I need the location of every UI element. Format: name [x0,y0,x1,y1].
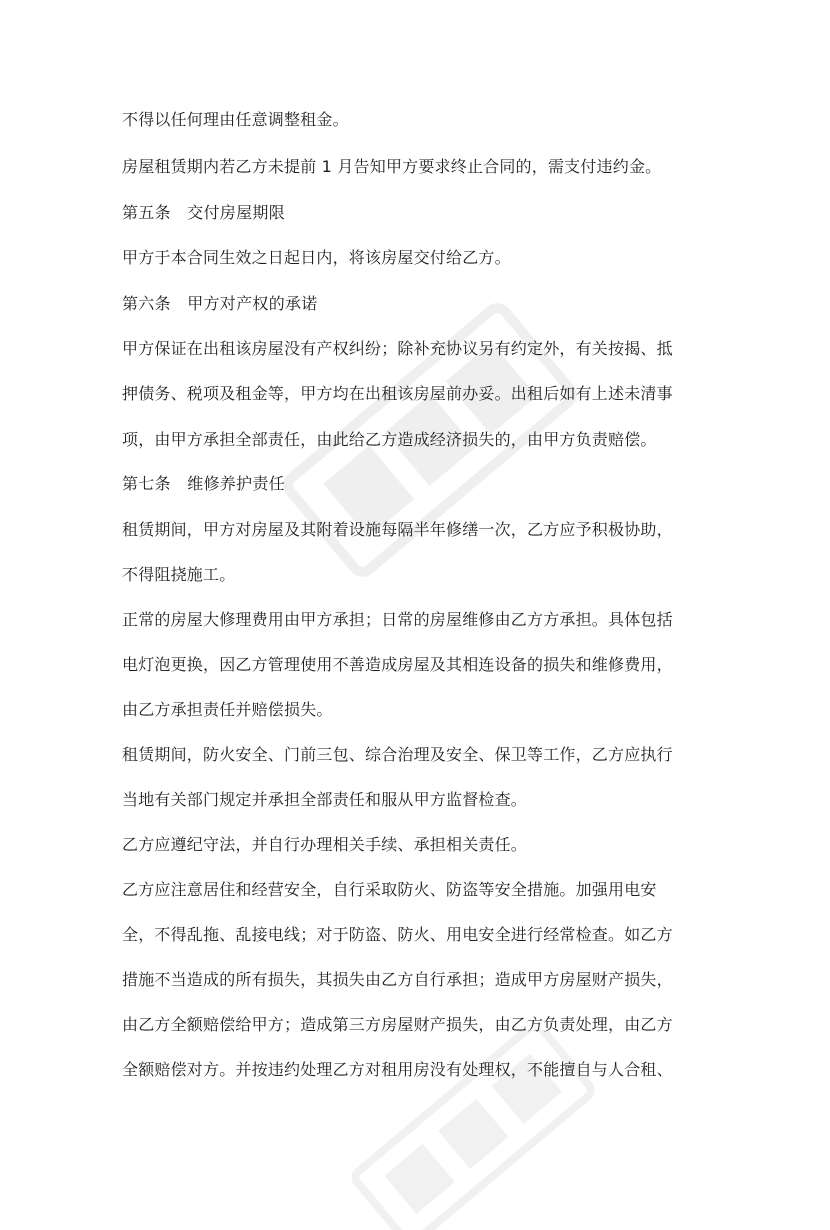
text-line: 不得以任何理由任意调整租金。 [122,110,349,129]
text-line: 租赁期间，甲方对房屋及其附着设施每隔半年修缮一次，乙方应予积极协助， [122,520,673,539]
section-heading: 第六条 甲方对产权的承诺 [122,294,318,313]
text-line: 正常的房屋大修理费用由甲方承担；日常的房屋维修由乙方方承担。具体包括 [122,610,673,629]
text-line: 项，由甲方承担全部责任，由此给乙方造成经济损失的，由甲方负责赔偿。 [122,430,657,449]
section-heading: 第五条 交付房屋期限 [122,203,286,222]
text-line: 不得阻挠施工。 [122,565,236,584]
text-line: 当地有关部门规定并承担全部责任和服从甲方监督检查。 [122,790,528,809]
text-line: 由乙方全额赔偿给甲方；造成第三方房屋财产损失，由乙方负责处理，由乙方 [122,1015,673,1034]
text-line: 电灯泡更换，因乙方管理使用不善造成房屋及其相连设备的损失和维修费用， [122,655,673,674]
text-line: 乙方应遵纪守法，并自行办理相关手续、承担相关责任。 [122,835,528,854]
text-line: 甲方于本合同生效之日起日内，将该房屋交付给乙方。 [122,248,511,267]
section-heading: 第七条 维修养护责任 [122,474,286,493]
text-line: 措施不当造成的所有损失，其损失由乙方自行承担；造成甲方房屋财产损失， [122,970,673,989]
text-line: 全额赔偿对方。并按违约处理乙方对租用房没有处理权，不能擅自与人合租、 [122,1060,673,1079]
text-line: 由乙方承担责任并赔偿损失。 [122,700,333,719]
text-line: 全，不得乱拖、乱接电线；对于防盗、防火、用电安全进行经常检查。如乙方 [122,925,673,944]
text-line: 乙方应注意居住和经营安全，自行采取防火、防盗等安全措施。加强用电安 [122,880,657,899]
text-line: 押债务、税项及租金等，甲方均在出租该房屋前办妥。出租后如有上述未清事 [122,384,673,403]
text-line: 甲方保证在出租该房屋没有产权纠纷；除补充协议另有约定外，有关按揭、抵 [122,339,673,358]
text-line: 租赁期间，防火安全、门前三包、综合治理及安全、保卫等工作，乙方应执行 [122,745,673,764]
text-line: 房屋租赁期内若乙方未提前 1 月告知甲方要求终止合同的，需支付违约金。 [122,157,662,176]
